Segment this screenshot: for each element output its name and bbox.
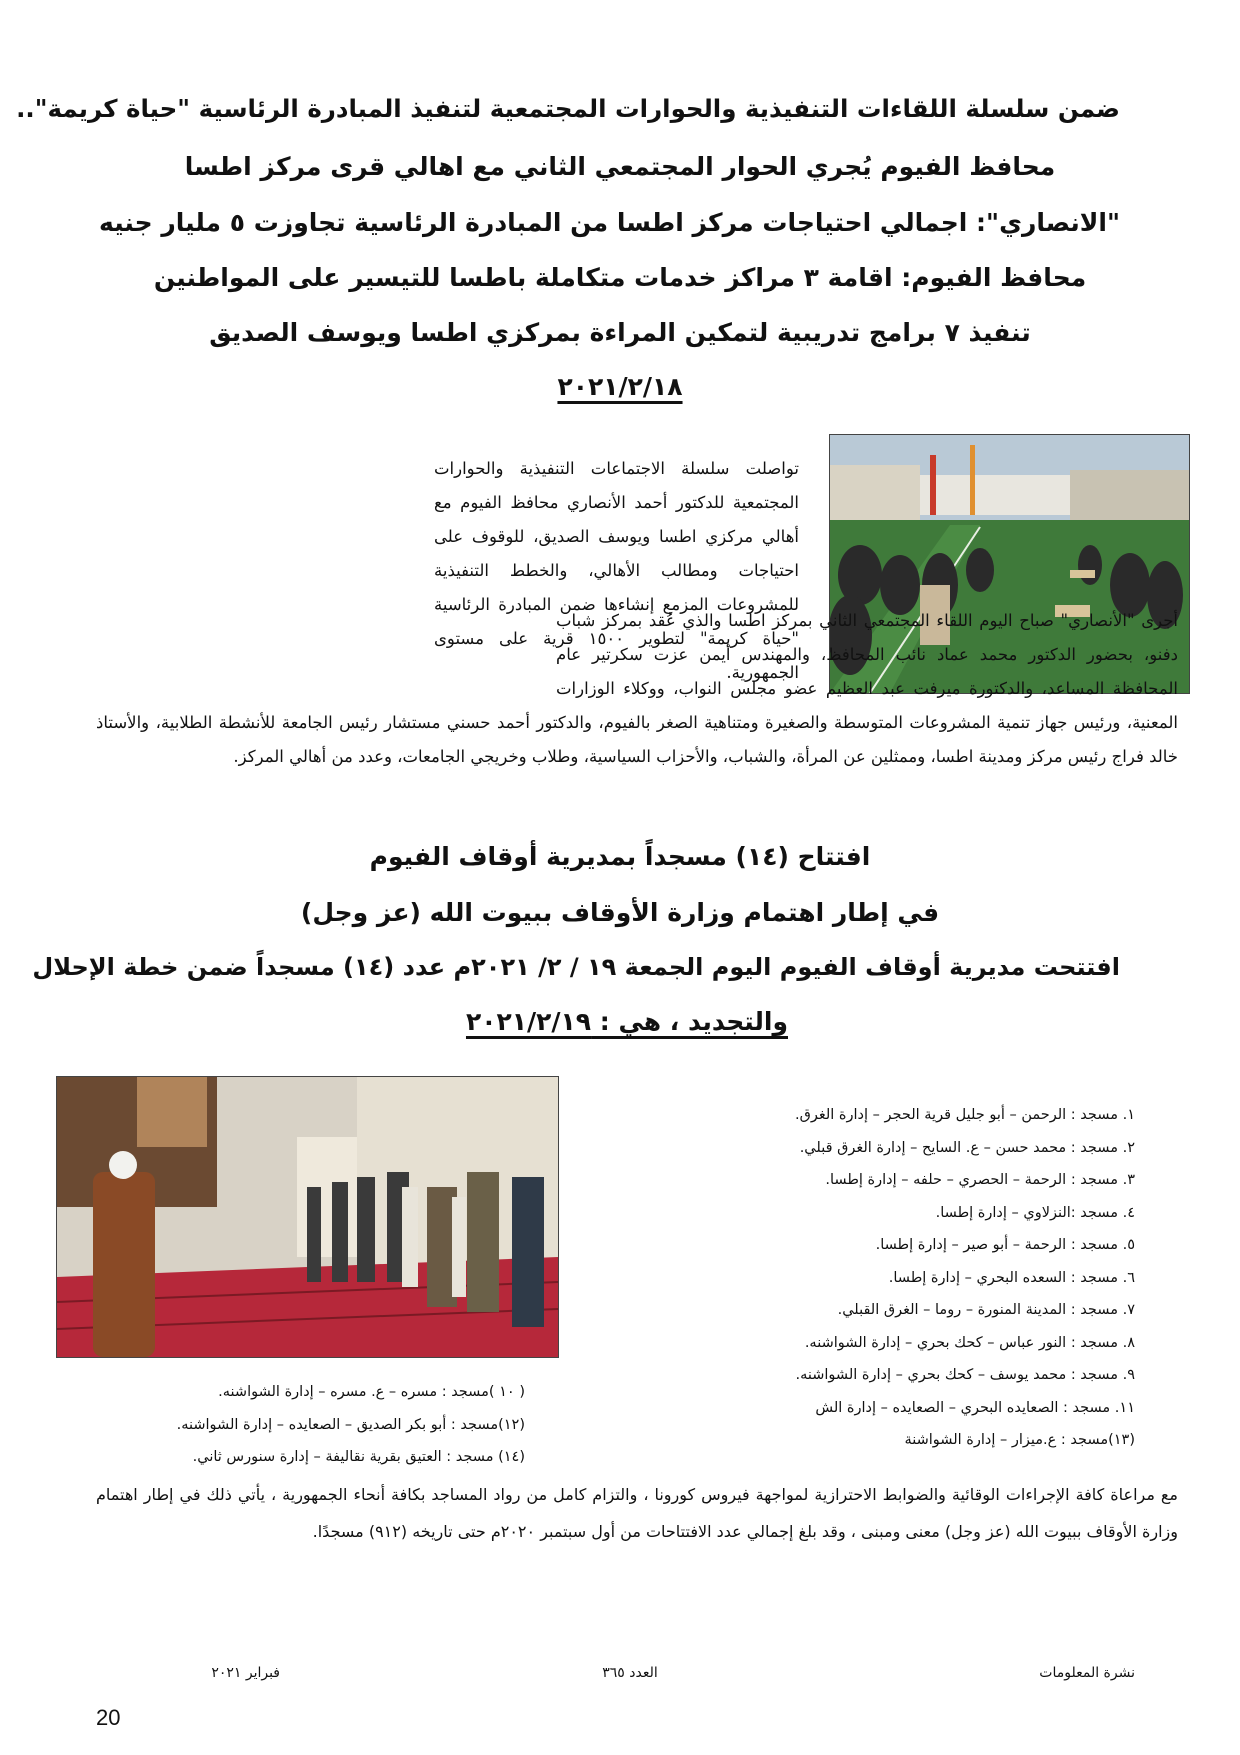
mosque-list-right bbox=[665, 1099, 1135, 1457]
mosque-headline-2: في إطار اهتمام وزارة الأوقاف ببيوت الله (عز وجل) bbox=[300, 898, 940, 927]
list-item: ٢. مسجد : محمد حسن – ع. السايح – إدارة الغرق قبلي. bbox=[799, 1139, 1135, 1156]
article1-para2-text: أجرى "الأنصاري" صباح اليوم اللقاء المجتمعي الثاني بمركز اطسا والذي عُقد بمركز شباب دفنو، بحضور الدكتور محمد عماد نائب المحافظ، والمهندس أيمن عزت سكرتير عام المحافظة المساعد، والدكتورة ميرفت عبد العظيم عضو مجلس النواب، ووكلاء الوزارات المعنية، ورئيس جهاز تنمية المشروعات المتوسطة والصغيرة ومتناهية الصغر بالفيوم، والدكتور أحمد حسني مستشار رئيس الجامعة للأنشطة الطلابية، والأستاذ خالد فراج رئيس مركز ومدينة اطسا، وممثلين عن المرأة، والشباب، والأحزاب السياسية، وطلاب وخريجي الجامعات، وعدد من أهالي المركز. bbox=[96, 611, 1178, 766]
list-item: ٩. مسجد : محمد يوسف – كحك بحري – إدارة الشواشنه. bbox=[795, 1367, 1135, 1383]
mosque-list-left bbox=[105, 1376, 525, 1474]
list-item: ٥. مسجد : الرحمة – أبو صير – إدارة إطسا. bbox=[875, 1237, 1135, 1253]
footer-issue: العدد ٣٦٥ bbox=[602, 1665, 658, 1681]
page-number: 20 bbox=[96, 1705, 121, 1730]
list-item: ٨. مسجد : النور عباس – كحك بحري – إدارة الشواشنه. bbox=[804, 1334, 1135, 1351]
footer-date: فبراير ٢٠٢١ bbox=[211, 1665, 280, 1681]
headline-line-4: محافظ الفيوم: اقامة ٣ مراكز خدمات متكاملة باطسا للتيسير على المواطنين bbox=[153, 263, 1087, 292]
mosque-headline-1: افتتاح (١٤) مسجداً بمديرية أوقاف الفيوم bbox=[369, 842, 871, 871]
list-item: ١١. مسجد : الصعايده البحري – الصعايده – إدارة الش bbox=[815, 1399, 1135, 1416]
list-item: ( ١٠ )مسجد : مسره – ع. مسره – إدارة الشواشنه. bbox=[218, 1384, 525, 1400]
photo-float-spacer bbox=[96, 604, 556, 706]
headline-line-5: تنفيذ ٧ برامج تدريبية لتمكين المراءة بمركزي اطسا ويوسف الصديق bbox=[209, 318, 1031, 347]
article-date: ٢٠٢١/٢/١٨ bbox=[557, 372, 683, 401]
list-item: ٧. مسجد : المدينة المنورة – روما – الغرق القبلي. bbox=[837, 1302, 1135, 1318]
mosque-closing-paragraph: مع مراعاة كافة الإجراءات الوقائية والضوابط الاحترازية لمواجهة فيروس كورونا ، والتزام كامل من رواد المساجد بكافة أنحاء الجمهورية ، يأتي ذلك في إطار اهتمام وزارة الأوقاف ببيوت الله (عز وجل) معنى ومبنى ، وقد بلغ إجمالي عدد الافتتاحات من أول سبتمبر ٢٠٢٠م حتى تاريخه (٩١٢) مسجدًا. bbox=[96, 1485, 1178, 1541]
list-item: ٤. مسجد :النزلاوي – إدارة إطسا. bbox=[935, 1204, 1135, 1221]
list-item: (١٤) مسجد : العتيق بقرية نقاليفة – إدارة سنورس ثاني. bbox=[192, 1449, 525, 1465]
list-item: (١٣)مسجد : ع.ميزار – إدارة الشواشنة bbox=[904, 1432, 1135, 1448]
mosque-headline-4: والتجديد ، هي : ٢٠٢١/٢/١٩ bbox=[465, 1007, 788, 1036]
headline-line-3: "الانصاري": اجمالي احتياجات مركز اطسا من المبادرة الرئاسية تجاوزت ٥ مليار جنيه bbox=[99, 208, 1120, 237]
list-item: ٦. مسجد : السعده البحري – إدارة إطسا. bbox=[888, 1269, 1135, 1286]
footer-publication: نشرة المعلومات bbox=[1039, 1665, 1135, 1681]
headline-line-2: محافظ الفيوم يُجري الحوار المجتمعي الثاني مع اهالي قرى مركز اطسا bbox=[184, 152, 1056, 181]
mosque-headline-3: افتتحت مديرية أوقاف الفيوم اليوم الجمعة ١٩ / ٢/ ٢٠٢١م عدد (١٤) مسجداً ضمن خطة الإحلال bbox=[32, 953, 1120, 981]
mosque-photo bbox=[56, 1076, 559, 1358]
list-item: (١٢)مسجد : أبو بكر الصديق – الصعايده – إدارة الشواشنه. bbox=[176, 1416, 525, 1433]
article1-para1: تواصلت سلسلة الاجتماعات التنفيذية والحوارات المجتمعية للدكتور أحمد الأنصاري محافظ الفيوم مع أهالي مركزي اطسا ويوسف الصديق، للوقوف على احتياجات ومطالب الأهالي، والخطط التنفيذية للمشروعات المزمع إنشاءها ضمن المبادرة الرئاسية "حياة كريمة" لتطوير ١٥٠٠ قرية على مستوى الجمهورية. bbox=[434, 459, 799, 682]
list-item: ٣. مسجد : الرحمة – الحصري – حلفه – إدارة إطسا. bbox=[825, 1172, 1135, 1188]
list-item: ١. مسجد : الرحمن – أبو جليل قرية الحجر – إدارة الغرق. bbox=[795, 1107, 1135, 1123]
article1-para2 bbox=[96, 604, 1178, 774]
headline-line-1: ضمن سلسلة اللقاءات التنفيذية والحوارات المجتمعية لتنفيذ المبادرة الرئاسية "حياة كريمة".. bbox=[16, 94, 1120, 123]
mosque-photo-illustration bbox=[57, 1077, 558, 1357]
